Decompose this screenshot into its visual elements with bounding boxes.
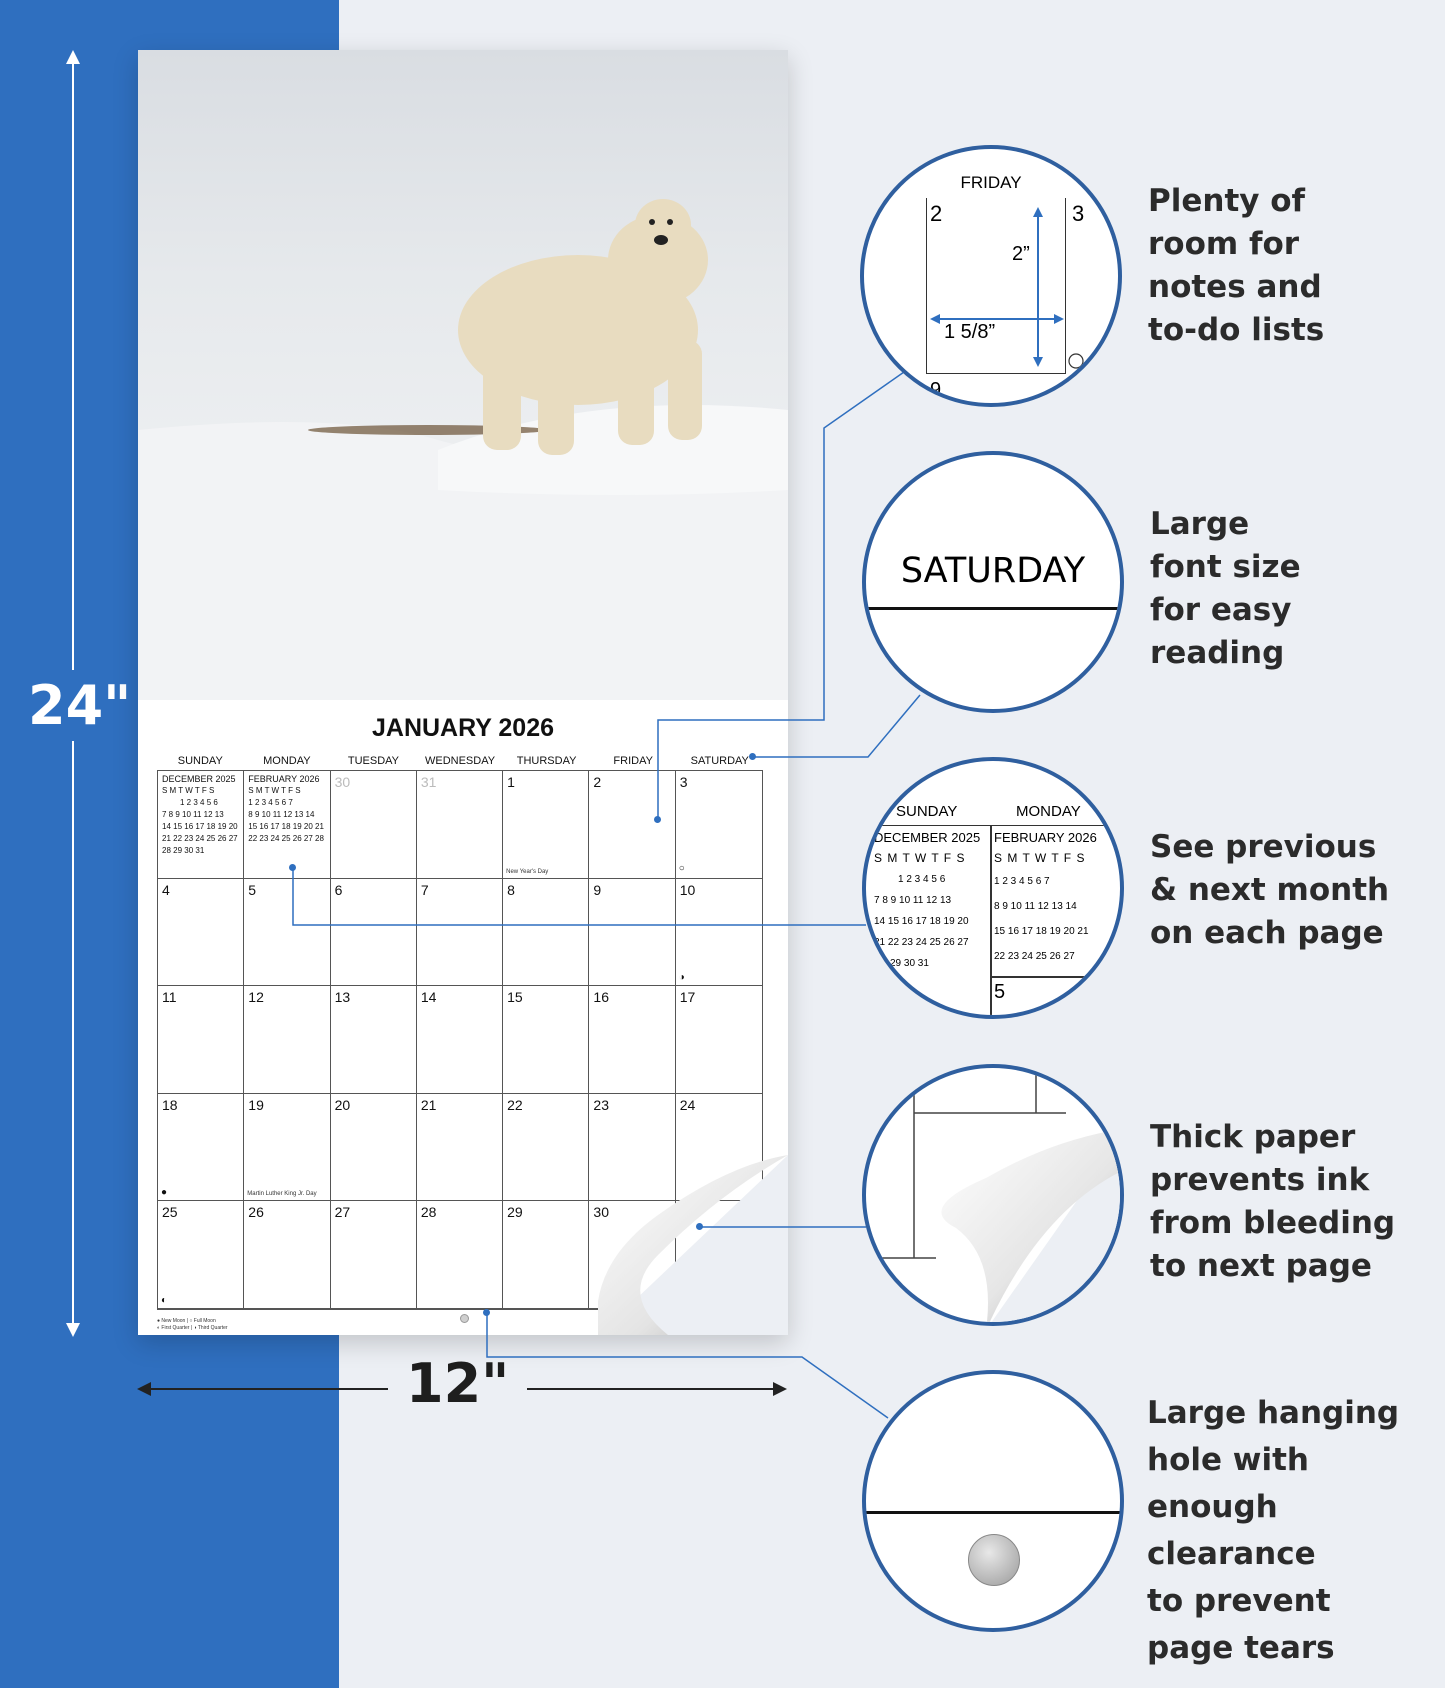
feature-line: on each page (1150, 915, 1384, 951)
mini-next-head: S M T W T F S (248, 786, 301, 795)
zoom-prev-head: S M T W T F S (874, 851, 966, 865)
zoom-prev-row: 29 30 31 (890, 958, 929, 969)
paper-curl-zoom-graphic (866, 1068, 1124, 1326)
mini-prev-row: 21 22 23 24 25 26 27 (162, 834, 238, 843)
month-title: JANUARY 2026 (371, 714, 555, 742)
day-cell[interactable]: 21 (417, 1094, 503, 1202)
day-cell[interactable]: 7 (417, 879, 503, 987)
hanging-hole-icon (968, 1534, 1020, 1586)
zoom-top-border (874, 825, 1116, 826)
feature-line: page tears (1147, 1630, 1335, 1666)
zoom-prev-row: 21 22 23 24 25 26 27 (874, 937, 969, 948)
day-cell[interactable]: 31 (417, 771, 503, 879)
feature-line: & next month (1150, 872, 1390, 908)
height-dimension-label: 24" (22, 670, 137, 741)
holiday-label: Martin Luther King Jr. Day (247, 1191, 317, 1198)
feature-text-paper (1150, 1116, 1395, 1288)
holiday-label: New Year's Day (506, 868, 549, 875)
day-cell[interactable]: 24 (676, 1094, 762, 1202)
mini-prev-title: DECEMBER 2025 (162, 774, 236, 784)
zoom-row-border (990, 976, 1124, 978)
moon-legend-line: ● New Moon | ○ Full Moon (157, 1318, 216, 1324)
feature-line: for easy (1150, 592, 1292, 628)
feature-line: notes and (1148, 269, 1322, 305)
mini-prev-row: 7 8 9 10 11 12 13 (162, 810, 224, 819)
zoom-height-dim: 2” (1012, 243, 1030, 265)
day-cell[interactable]: 29 (503, 1201, 589, 1309)
day-cell[interactable]: 8 (503, 879, 589, 987)
day-cell[interactable]: 15 (503, 986, 589, 1094)
mini-next-title: FEBRUARY 2026 (248, 774, 320, 784)
connector-dot (654, 816, 661, 823)
day-cell[interactable]: 28 (417, 1201, 503, 1309)
third-quarter-moon-icon: ◑ (678, 972, 685, 984)
moon-legend-line: ◐ First Quarter | ◑ Third Quarter (157, 1325, 228, 1331)
zoom-next-title: FEBRUARY 2026 (994, 830, 1097, 845)
weekday-label: SUNDAY (177, 755, 223, 767)
zoom-next-head: S M T W T F S (994, 851, 1086, 865)
feature-text-hole (1147, 1390, 1445, 1672)
feature-line: Large hanging (1147, 1395, 1400, 1431)
weekday-label: FRIDAY (613, 755, 653, 767)
new-moon-icon: ● (161, 1187, 168, 1199)
zoom-circle-hanging-hole (862, 1370, 1124, 1632)
zoom-next-row: 22 23 24 25 26 27 (994, 951, 1075, 962)
day-cell[interactable]: 14 (417, 986, 503, 1094)
zoom-mini-prev (874, 827, 980, 974)
day-number: 1 (507, 774, 515, 790)
day-cell[interactable]: 6 (331, 879, 417, 987)
connector-dot (749, 753, 756, 760)
mini-prev-row: 14 15 16 17 18 19 20 (162, 822, 238, 831)
day-cell[interactable]: 13 (331, 986, 417, 1094)
day-cell[interactable]: 20 (331, 1094, 417, 1202)
zoom-date: 5 (994, 981, 1006, 1003)
dimension-arrows-icon (864, 149, 1122, 407)
mini-prev-row: 28 29 30 31 (162, 846, 205, 855)
day-number: 19 (248, 1096, 264, 1113)
weekday-label: THURSDAY (516, 755, 577, 767)
day-cell[interactable]: 30 (331, 771, 417, 879)
zoom-monday-label: MONDAY (1016, 803, 1081, 820)
first-quarter-moon-icon: ◐ (161, 1294, 168, 1306)
mini-next-row: 15 16 17 18 19 20 21 (248, 822, 324, 831)
zoom-mini-next (994, 827, 1097, 969)
feature-text-font (1150, 503, 1301, 675)
day-cell[interactable]: 4 (158, 879, 244, 987)
day-cell[interactable]: 11 (158, 986, 244, 1094)
zoom-next-row: 15 16 17 18 19 20 21 (994, 926, 1089, 937)
day-cell[interactable]: 22 (503, 1094, 589, 1202)
day-cell[interactable]: 17 (676, 986, 762, 1094)
zoom-date-below: 9 (930, 379, 942, 401)
mini-next-row: 8 9 10 11 12 13 14 (248, 810, 315, 819)
zoom-divider (866, 607, 1124, 610)
day-cell[interactable]: 16 (589, 986, 675, 1094)
feature-line: to-do lists (1148, 312, 1325, 348)
feature-line: enough clearance (1147, 1489, 1316, 1572)
feature-line: font size (1150, 549, 1301, 585)
day-number: 10 (679, 881, 696, 898)
feature-line: Plenty of (1148, 183, 1306, 219)
feature-line: prevents ink (1150, 1162, 1370, 1198)
weekday-label: TUESDAY (347, 755, 400, 767)
day-number: 3 (679, 774, 688, 790)
zoom-day-label: FRIDAY (960, 173, 1022, 192)
day-cell[interactable]: 27 (331, 1201, 417, 1309)
day-cell[interactable]: 9 (589, 879, 675, 987)
feature-line: to next page (1150, 1248, 1372, 1284)
feature-line: reading (1150, 635, 1285, 671)
feature-line: See previous (1150, 829, 1377, 865)
feature-line: to prevent (1147, 1583, 1331, 1619)
day-cell[interactable]: 23 (589, 1094, 675, 1202)
zoom-prev-row: 1 2 3 4 5 6 (898, 874, 946, 885)
zoom-width-dim: 1 5/8” (944, 321, 996, 343)
zoom-next-row: 8 9 10 11 12 13 14 (994, 901, 1077, 912)
day-number: 18 (162, 1096, 178, 1113)
mini-prev-head: S M T W T F S (162, 786, 215, 795)
mini-next-row: 1 2 3 4 5 6 7 (248, 798, 293, 807)
width-dimension-label: 12" (388, 1352, 527, 1415)
day-number: 25 (162, 1204, 178, 1221)
zoom-prev-row: 7 8 9 10 11 12 13 (874, 895, 952, 906)
day-cell[interactable]: 12 (244, 986, 330, 1094)
zoom-date-left: 2 (930, 201, 943, 226)
weekday-label: MONDAY (263, 755, 311, 767)
connector-dot (289, 864, 296, 871)
zoom-circle-large-font (862, 451, 1124, 713)
feature-line: Large (1150, 506, 1250, 542)
weekday-label: SATURDAY (690, 755, 749, 767)
full-moon-icon: ○ (678, 862, 685, 874)
feature-text-months (1150, 826, 1389, 955)
connector-dot (483, 1309, 490, 1316)
connector-dot (696, 1223, 703, 1230)
zoom-sunday-label: SUNDAY (896, 803, 958, 820)
zoom-prev-title: DECEMBER 2025 (874, 830, 981, 845)
feature-line: hole with (1147, 1442, 1309, 1478)
feature-line: room for (1148, 226, 1300, 262)
day-cell[interactable]: 26 (244, 1201, 330, 1309)
day-cell[interactable]: 2 (589, 771, 675, 879)
zoom-circle-mini-calendars (862, 757, 1124, 1019)
zoom-page-edge (866, 1511, 1124, 1514)
feature-line: Thick paper (1150, 1119, 1356, 1155)
zoom-saturday-label: SATURDAY (900, 551, 1086, 591)
zoom-column-border (990, 825, 992, 1019)
zoom-prev-row: 14 15 16 17 18 19 20 (874, 916, 969, 927)
zoom-next-row: 1 2 3 4 5 6 7 (994, 876, 1050, 887)
feature-line: from bleeding (1150, 1205, 1396, 1241)
mini-prev-row: 1 2 3 4 5 6 (180, 798, 218, 807)
zoom-circle-day-box (860, 145, 1122, 407)
zoom-circle-thick-paper (862, 1064, 1124, 1326)
weekday-label: WEDNESDAY (424, 755, 496, 767)
day-cell[interactable]: 30 (589, 1201, 675, 1309)
day-cell[interactable]: 5 (244, 879, 330, 987)
feature-text-notes (1148, 180, 1324, 352)
mini-next-row: 22 23 24 25 26 27 28 (248, 834, 324, 843)
zoom-date-right: 3 (1072, 201, 1085, 226)
